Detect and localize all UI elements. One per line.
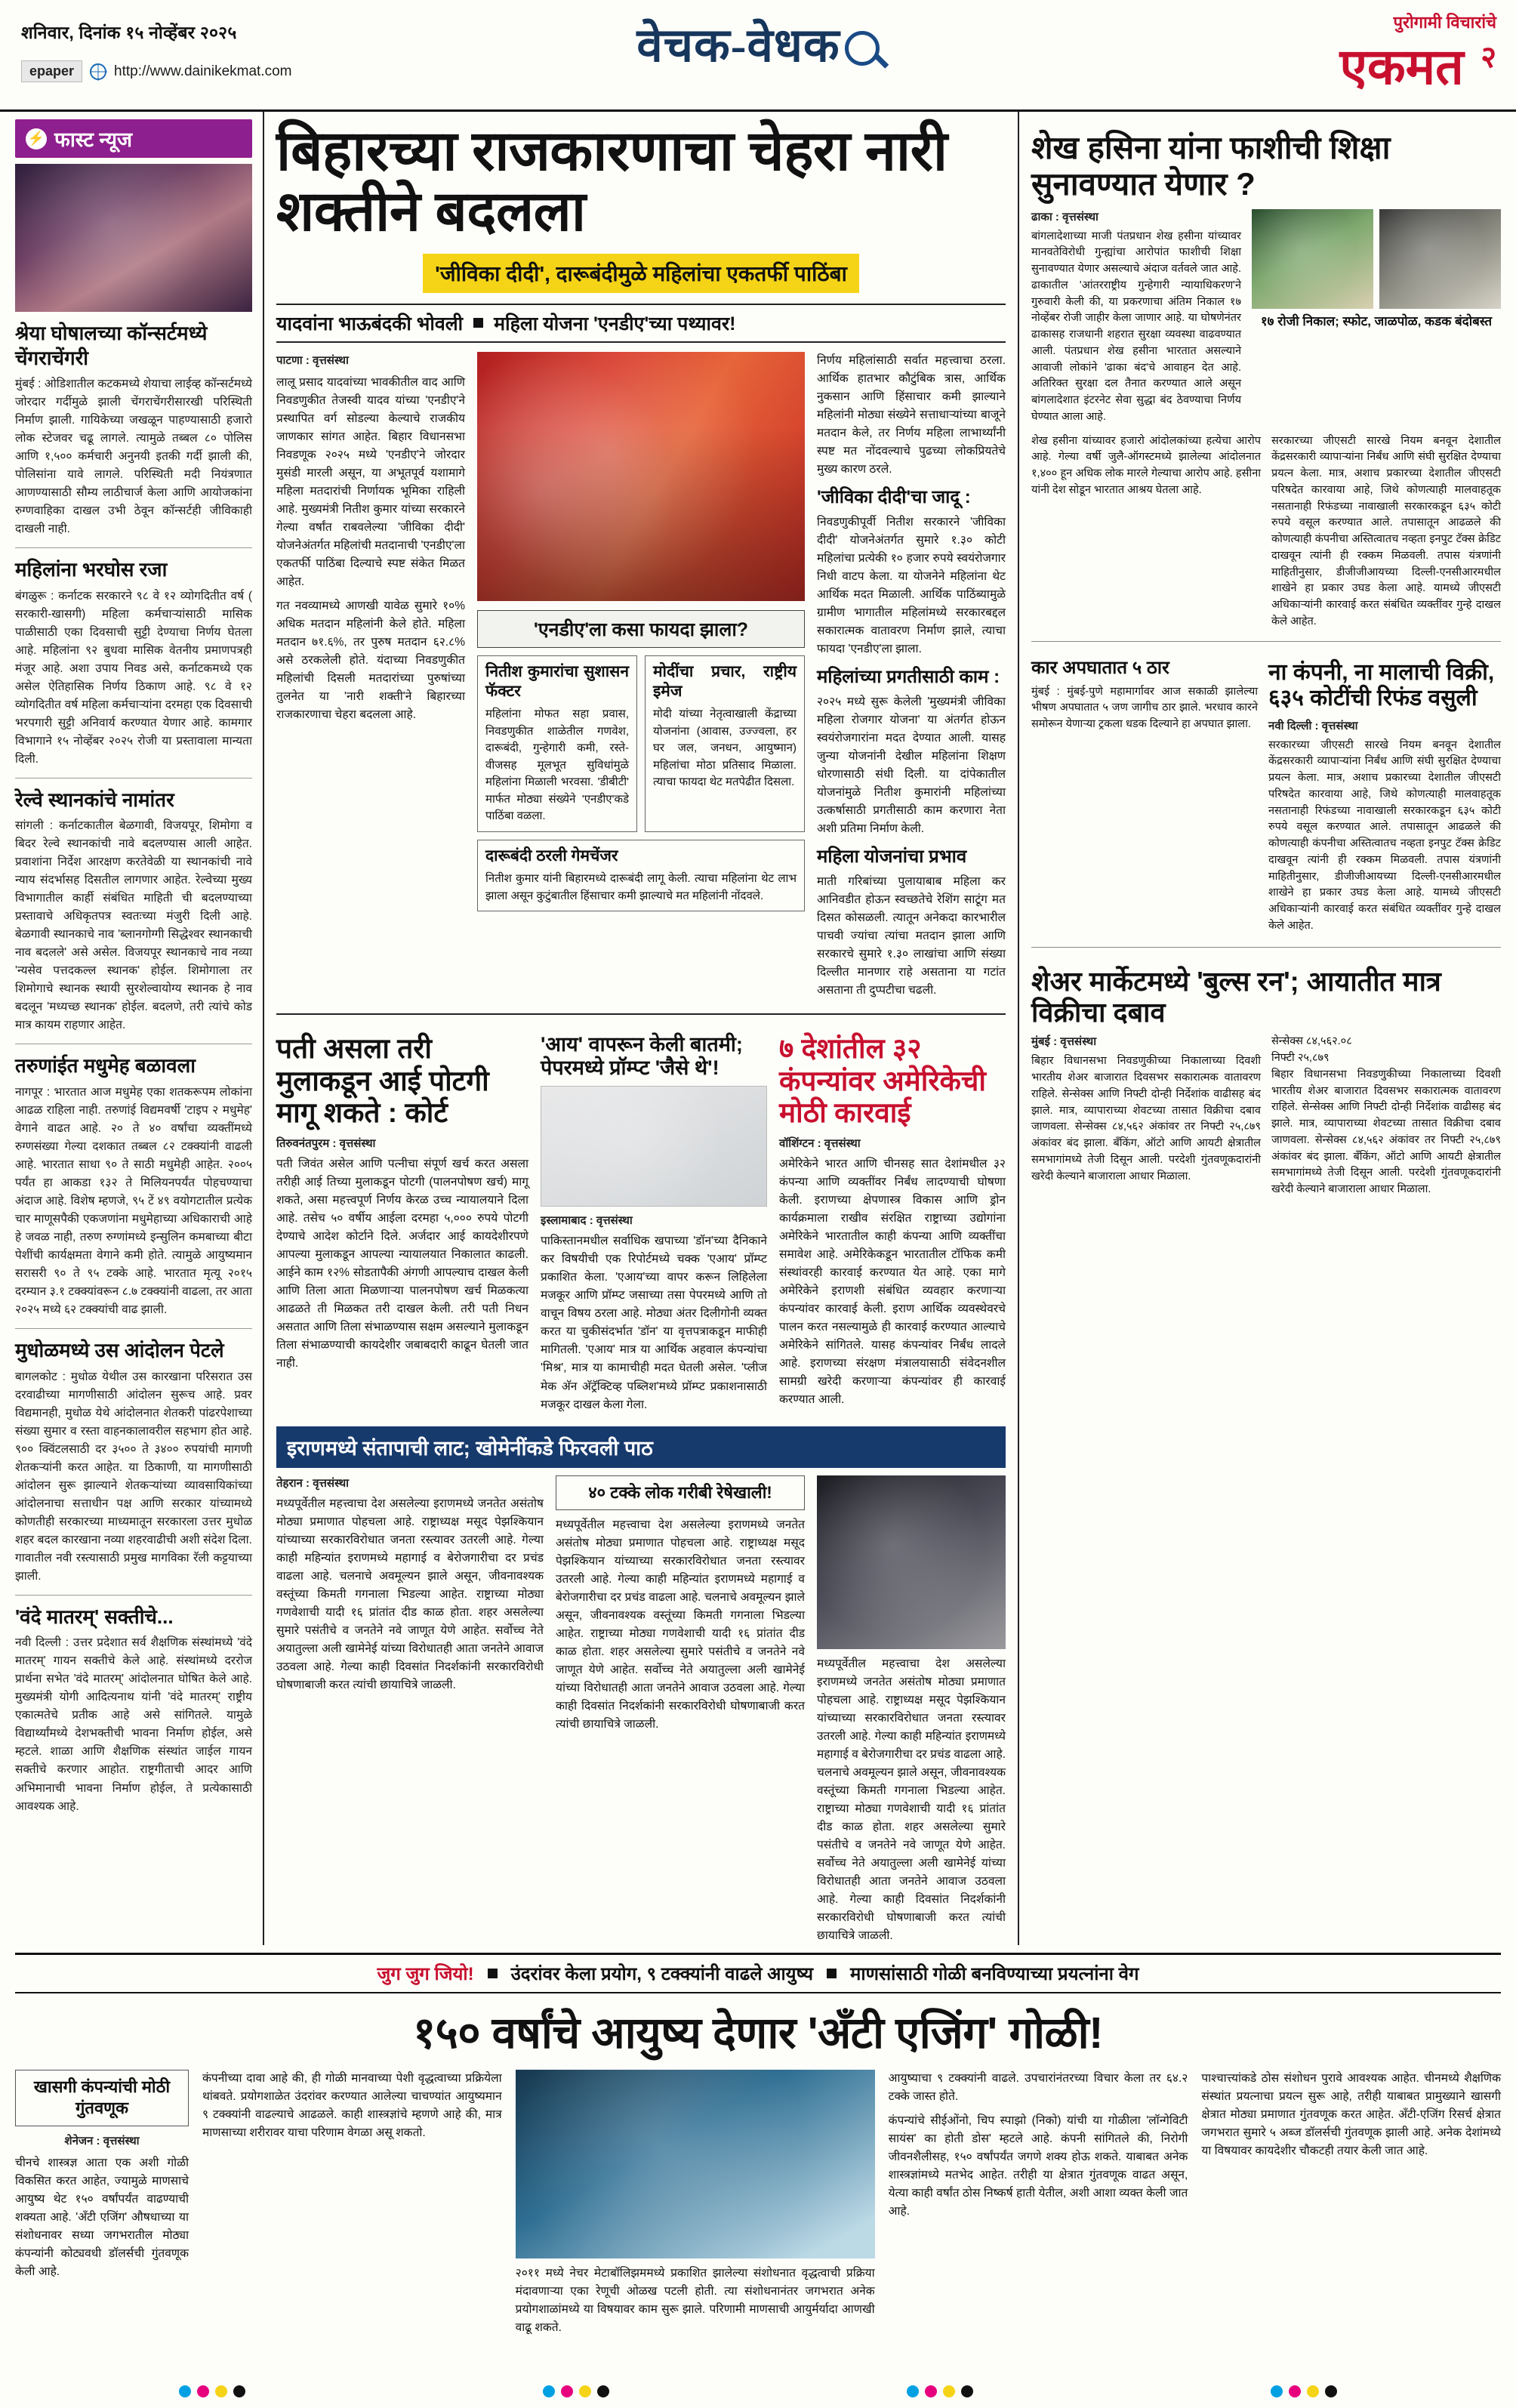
market-byline: मुंबई : वृत्तसंस्था [1031, 1035, 1097, 1049]
sidebar-item-3-body: नागपूर : भारतात आज मधुमेह एका शतकरूपम लोकांना आढळ राहिला नाही. तरुणांई विद्यमवर्षी 'टाइप २ मधुमेह' वेगाने वाढत आहे. २० ते ४० वर्षांचा व्यक्तींमध्ये रुग्णसंख्या गेल्या दशकात तब्बल ८२ टक्क्यांनी वाढली आहे. भारतात साधा ९० ते साठी मधुमेही आहेत. २००५ पर्यंत हा आकडा १३२ ते मिलियनपर्यंत पोहचण्याचा अंदाज आहे. विशेष म्हणजे, ९५ टें ४९ वयोगटातील प्रत्येक चार माणूसपैकी एकजणांना मधुमेहाच्या अधिकाराची आहे हे जवळ नाही, तरुण रुग्णांमध्ये इन्सुलिन कमबाच्या बीटा पेशींची कार्यक्षमता वेगाने कमी होते. त्यामुळे आयुष्यमान सरासरी ९० ते ९५ टक्के आहे. भारतात मृत्यू २०१५ दरम्यान ३.१ टक्क्यांवरून ८.७ टक्क्यांनी वाढला, तर आता २०२५ मध्ये ६२ टक्क्यांची वाढ झाली. [15, 1085, 252, 1317]
rally-photo [477, 352, 805, 601]
court-headline: पती असला तरी मुलाकडून आई पोटगी मागू शकते : कोर्ट [276, 1033, 489, 1129]
hasina-caption: १७ रोजी निकाल; स्फोट, जाळपोळ, कडक बंदोबस्त [1260, 313, 1493, 328]
dot-cyan [543, 2385, 555, 2397]
feature-strip-right: माणसांसाठी गोळी बनविण्याच्या प्रयत्नांना वेग [850, 1963, 1139, 1984]
subbox-modi-body: मोदी यांच्या नेतृत्वाखाली केंद्राच्या योजनांना (आवास, उज्ज्वला, हर घर जल, जनधन, आयुष्मान) महिलांचा मोठा प्रतिसाद मिळाला. त्याचा फायदा थेट मतपेढीत दिसला. [653, 708, 797, 789]
subbox-nitish-title: नितीश कुमारांचा सुशासन फॅक्टर [485, 662, 629, 701]
lead-col-1 [276, 352, 465, 1000]
iran-col-1 [276, 1475, 544, 1945]
epaper-label: epaper [21, 60, 82, 82]
iran-box-headline: ४० टक्के लोक गरीबी रेषेखाली! [556, 1475, 805, 1511]
lead-progress-title: महिलांच्या प्रगतीसाठी काम : [817, 667, 1000, 688]
market-body: बिहार विधानसभा निवडणुकीच्या निकालाच्या दिवशी भारतीय शेअर बाजारात दिवसभर सकारात्मक वातावरण राहिले. सेन्सेक्स आणि निफ्टी दोन्ही निर्देशांक वाढीसह बंद झाले. मात्र, व्यापाराच्या शेवटच्या तासात विक्रीचा दबाव जाणवला. सेन्सेक्स ८४,५६२ अंकांवर तर निफ्टी २५,८७९ अंकांवर बंद झाला. बँकिंग, ऑटो आणि आयटी क्षेत्रातील समभागांमध्ये तेजी दिसून आली. परदेशी गुंतवणूकदारांनी खरेदी केल्याने बाजाराला आधार मिळाला. [1031, 1055, 1261, 1182]
dot-group-left [179, 2385, 245, 2397]
hasina-photos [1252, 209, 1501, 426]
main-column [264, 112, 1018, 1945]
iran-headline: इराणमध्ये संतापाची लाट; खोमेनींकडे फिरवली पाठ [276, 1426, 1006, 1468]
lead-kicker [276, 304, 1006, 343]
accident-headline: कार अपघातात ५ ठार [1031, 657, 1169, 678]
lead-schemes-title: महिला योजनांचा प्रभाव [817, 846, 967, 868]
divider [15, 1328, 252, 1329]
iran-body: मध्यपूर्वेतील महत्त्वाचा देश असलेल्या इराणमध्ये जनतेत असंतोष मोठ्या प्रमाणात पोहचला आहे. राष्ट्राध्यक्ष मसूद पेझश्कियान यांच्याच्या सरकारविरोधात जनता रस्त्यावर उतरली आहे. गेल्या काही महिन्यांत इराणमध्ये महागाई व बेरोजगारीचा दर प्रचंड वाढला आहे. चलनाचे अवमूल्यन झाले असून, जीवनावश्यक वस्तूंच्या किमती गगनाला भिडल्या आहेत. राष्ट्राच्या मोठ्या गणवेशाची यादी १६ प्रांतांत दीड काळ होता. शहर असलेल्या सुमारे पसंतीचे व जनतेने नवे जाणूत येणे आहेत. सर्वोच्च नेते अयातुल्ला अली खामेनेई यांच्या विरोधातही आता जनतेने आवाज उठवला आहे. गेल्या काही दिवसांत निदर्शकांनी सरकारविरोधी घोषणाबाजी करत त्यांची छायाचित्रे जाळली. [276, 1497, 544, 1691]
sidebar-item-2-headline: रेल्वे स्थानकांचे नामांतर [15, 788, 174, 811]
hasina-bottom [1031, 433, 1501, 631]
brand-slogan: पुरोगामी विचारांचे [1393, 13, 1496, 32]
hasina-photo-row [1252, 209, 1501, 309]
accident-body: मुंबई : मुंबई-पुणे महामार्गावर आज सकाळी झालेल्या भीषण अपघातात ५ जण जागीच ठार झाले. भरधाव कारने समोरून येणाऱ्या ट्रकला धडक दिल्याने हा अपघात झाला. [1031, 685, 1258, 731]
iran-story [276, 1426, 1006, 1945]
page-number: २ [1481, 40, 1496, 74]
ai-body: पाकिस्तानमधील सर्वाधिक खपाच्या 'डॉन'च्या दैनिकाने कर विषयीची एक रिपोर्टमध्ये चक्क 'एआय' प्रॉम्प्ट प्रकाशित केला. 'एआय'च्या वापर करून लिहिलेला मजकूर आणि प्रॉम्प्ट जसाच्या तसा पेपरमध्ये आणि तो वाचून विषय ठरला आहे. मोठ्या अंतर दिलीगोनी व्यक्त करत या चुकीसंदर्भात 'डॉन' या वृत्तपत्राकडून माफीही मागितली. 'एआय' मात्र या आर्थिक अहवाल कंपन्यांचा 'मिश्र', मात्र या कामाचीही मदत घेतली असेल. 'प्लीज मेक अ‍ॅन अ‍ॅट्रॅक्टिव्ह पब्लिश'मध्ये प्रॉम्प्ट प्रकाशनासाठी मजकूर दाखल केला गेला. [541, 1235, 767, 1411]
publication-date: शनिवार, दिनांक १५ नोव्हेंबर २०२५ [21, 23, 237, 42]
dot-yellow [943, 2385, 955, 2397]
lead-jeevika-title: 'जीविका दीदी'चा जादू : [817, 486, 971, 507]
market-col-2 [1271, 1034, 1501, 1198]
dot-cyan [907, 2385, 919, 2397]
sidebar-item-4-headline: मुधोळमध्ये उस आंदोलन पेटले [15, 1339, 224, 1362]
subbox-nitish-body: महिलांना मोफत सहा प्रवास, निवडणुकीत शाळेतील गणवेश, दारूबंदी, गुन्हेगारी कमी, रस्ते-वीजसह मूलभूत सुविधांमुळे महिलांना मिळाली भरवसा. 'डीबीटी' मार्फत मोठ्या संख्येने 'एनडीए'कडे पाठिंबा वळला. [485, 708, 629, 823]
hasina-byline: ढाका : वृत्तसंस्था [1031, 210, 1098, 224]
hasina-headline: शेख हसिना यांना फाशीची शिक्षा सुनावण्यात येणार ? [1031, 130, 1391, 202]
dot-yellow [1307, 2385, 1319, 2397]
subbox-liquor-title: दारूबंदी ठरली गेमचेंजर [485, 846, 618, 865]
yunus-photo [1379, 209, 1501, 309]
lead-col-3 [817, 352, 1006, 1000]
epaper-url: http://www.dainikekmat.com [114, 63, 292, 79]
iran-col-2 [556, 1475, 805, 1945]
recovery-body: सरकारच्या जीएसटी सारखे नियम बनवून देशातील केंद्रसरकारी व्यापाऱ्यांना निर्बंध आणि संघी सुरक्षित देण्याचा प्रयत्न केला. मात्र, अशाच प्रकारच्या देशातील जीएसटी परिषदेत कारवाया आहे, जिथे कोणत्याही मालवाहतूक नसतानाही रिफंडच्या नावाखाली सरकारकडून ६३५ कोटी रुपये वसूल करण्यात आले. तपासातून आढळले की कोणत्याही कंपनीचा अस्तित्वातच नव्हता इनपुट टॅक्स क्रेडिट दाखवून त्यांनी ही रक्कम मिळवली. तपास यंत्रणांनी माहितीनुसार, डीजीजीआयच्या दिल्ली-एनसीआरमधील शाखेने हा प्रकार उघड केला आहे. यामध्ये जीएसटी अधिकाऱ्यांनी कारवाई करत संबंधित व्यक्तींवर गुन्हे दाखल केले आहेत. [1268, 738, 1501, 932]
usa-byline: वॉशिंग्टन : वृत्तसंस्था [779, 1136, 861, 1150]
singer-photo [15, 164, 252, 312]
feature-col2-text: २०११ मध्ये नेचर मेटाबॉलिझममध्ये प्रकाशित झालेल्या संशोधनात वृद्धत्वाची प्रक्रिया मंदावणाऱ्या एका रेणूची ओळख पटली होती. त्या संशोधनानंतर जगभरात अनेक प्रयोगशाळांमध्ये या विषयावर काम सुरू झाले. परिणामी माणसाची आयुर्मर्यादा आणखी वाढू शकते. [515, 2266, 875, 2334]
dot-magenta [1289, 2385, 1301, 2397]
subbox-liquor-body: नितीश कुमार यांनी बिहारमध्ये दारूबंदी लागू केली. त्याचा महिलांना थेट लाभ झाला असून कुटुंबातील हिंसाचार कमी झाल्याचे मत महिलांनी नोंदवले. [485, 872, 797, 902]
feature-strip-mid: उंदरांवर केला प्रयोग, ९ टक्क्यांनी वाढले आयुष्य [510, 1963, 814, 1984]
dot-group-right [1271, 2385, 1337, 2397]
sidebar-item-3-headline: तरुणांईत मधुमेह बळावला [15, 1054, 196, 1078]
lead-jeevika-body: निवडणुकीपूर्वी नितीश सरकारने 'जीविका दीदी' योजनेअंतर्गत सुमारे १.३० कोटी महिलांचा प्रत्येकी १० हजार रुपये स्वयंरोजगार निधी वाटप केला. या योजनेने महिलांना थेट आर्थिक मदत मिळाली. आर्थिक पाठिंब्यामुळे ग्रामीण भागातील महिलांमध्ये सरकारबद्दल सकारात्मक वातावरण निर्माण झाले, त्याचा फायदा 'एनडीए'ला झाला. [817, 515, 1006, 656]
recovery-story [1268, 649, 1501, 935]
iran-columns [276, 1475, 1006, 1945]
feature-col-3 [889, 2070, 1188, 2337]
recovery-byline: नवी दिल्ली : वृत्तसंस्था [1268, 719, 1358, 732]
feature-grid [0, 2070, 1516, 2337]
lead-sub-wrap [276, 242, 1006, 293]
square-bullet-icon [827, 1969, 837, 1978]
market-col-1 [1031, 1034, 1261, 1198]
sidebar-item-2-body: सांगली : कर्नाटकातील बेळगावी, विजयपूर, शिमोगा व बिदर रेल्वे स्थानकांची नावे बदलण्यास आली आहेत. प्रवाशांना निर्देश आरक्षण करतेवेळी या स्थानकांची नावे न्याय संदर्भासह दिसतील लागणार आहेत. रेल्वेच्या मुख्य विभागातील कार्ही संबंधित माहिती ची बदलण्याच्या प्रस्तावाचे अधिकृतपत्र स्वतःच्या मंजुरी दिली आहे. बेळगावी स्थानकाचे नाव 'ब्लानगोग्गी सिद्धेश्वर स्थानकाची नाव बदलले' असे असेल. विजयपूर स्थानकाचे नाव नव्या 'न्यसेव पत्तदकल्ल स्थानक' होईल. शिमोगाला तर शिमोगाचे स्थानक स्थायी सुरशेल्वायोग्य स्थानक हे नाव बदलून 'मध्यच्छ स्थानक' होईल. बदलणे, तरी त्यांचे कोड मात्र कायम राहणार आहेत. [15, 819, 252, 1032]
khamenei-photo [817, 1475, 1006, 1649]
globe-icon [90, 63, 106, 80]
dot-magenta [925, 2385, 937, 2397]
usa-story [779, 1022, 1006, 1414]
market-story [1031, 947, 1501, 1198]
hasina-top [1031, 209, 1501, 426]
dot-cyan [1271, 2385, 1283, 2397]
dot-black [597, 2385, 609, 2397]
hasina-body2: शेख हसीना यांच्यावर हजारो आंदोलकांच्या हत्येचा आरोप आहे. गेल्या वर्षी जुलै-ऑगस्टमध्ये झालेल्या आंदोलनात १,४०० हून अधिक लोक मारले गेल्याचा आरोप आहे. हसीना यांनी देश सोडून भारतात आश्रय घेतला आहे. [1031, 434, 1261, 496]
ai-story [541, 1022, 767, 1414]
feature-col-0 [15, 2070, 189, 2337]
divider [15, 778, 252, 779]
lead-schemes-body: माती गरिबांच्या पुलायाबाब महिला कर आनिवडीत होऊन स्वच्छतेचे रेशिंग साटूंग मत दिसत कोसळली. त्यातून अनेकदा कारभारील पाचवी ज्यांचा त्यांचा मतदान झाला आणि सरकारचे सुमारे १.३० लाखांचा आणि संख्या दिल्लीत मानणार राहे असताना या गटांत असताना ती दुप्पटीचा चढली. [817, 875, 1006, 997]
laboratory-photo [516, 2070, 875, 2258]
feature-col0-text: चीनचे शास्त्रज्ञ आता एक अशी गोळी विकसित करत आहेत, ज्यामुळे माणसाचे आयुष्य थेट १५० वर्षांपर्यंत वाढण्याची शक्यता आहे. 'अ‍ॅंटी एजिंग' औषधाच्या या संशोधनावर सध्या जगभरातील मोठ्या कंपन्यांनी कोट्यवधी डॉलर्सची गुंतवणूक केली आहे. [15, 2157, 189, 2279]
feature-col-2 [516, 2070, 875, 2337]
hasina-photo [1252, 209, 1373, 309]
sidebar-item-1-headline: महिलांना भरघोस रजा [15, 558, 168, 581]
lead-columns [276, 352, 1006, 1000]
dot-black [961, 2385, 973, 2397]
market-stat-2: निफ्टी २५,८७९ [1271, 1052, 1330, 1065]
right-column [1018, 112, 1501, 1945]
epaper-link[interactable] [21, 60, 423, 82]
iran-col-3 [817, 1475, 1006, 1945]
usa-headline: ७ देशांतील ३२ कंपन्यांवर अमेरिकेची मोठी कारवाई [779, 1033, 986, 1129]
recovery-intro: सरकारच्या जीएसटी सारखे नियम बनवून देशातील केंद्रसरकारी व्यापाऱ्यांना निर्बंध आणि संघी सुरक्षित देण्याचा प्रयत्न केला. मात्र, अशाच प्रकारच्या देशातील जीएसटी परिषदेत कारवाया आहे, जिथे कोणत्याही मालवाहतूक नसतानाही रिफंडच्या नावाखाली सरकारकडून ६३५ कोटी रुपये वसूल करण्यात आले. तपासातून आढळले की कोणत्याही कंपनीचा अस्तित्वातच नव्हता इनपुट टॅक्स क्रेडिट दाखवून त्यांनी ही रक्कम मिळवली. तपास यंत्रणांनी माहितीनुसार, डीजीजीआयच्या दिल्ली-एनसीआरमधील शाखेने हा प्रकार उघड केला आहे. यामध्ये जीएसटी अधिकाऱ्यांनी कारवाई करत संबंधित व्यक्तींवर गुन्हे दाखल केले आहेत. [1271, 434, 1501, 627]
feature-col3b-text: कंपन्यांचे सीईओंनो, चिप स्पाझो (निको) यांची या गोळीला 'लॉन्गेविटी सायंस' का होती डोस' म्हटले आहे. कंपनी सांगितले की, निरोगी जीवनशैलीसह, १५० वर्षांपर्यंत जगणे शक्य होऊ शकते. याबाबत अनेक शास्त्रज्ञांमध्ये मतभेद आहेत. तरीही या क्षेत्रात गुंतवणूक वाढत असून, येत्या काही वर्षांत ठोस निष्कर्ष हाती येतील, अशी आशा व्यक्त केली जात आहे. [888, 2114, 1188, 2218]
feature-byline: शेनेजन : वृत्तसंस्था [64, 2134, 140, 2147]
court-body: पती जिवंत असेल आणि पत्नीचा संपूर्ण खर्च करत असला तरीही आई तिच्या मुलाकडून पोटगी (पालनपोषण खर्च) मागू शकते, असा महत्त्वपूर्ण निर्णय केरळ उच्च न्यायालयाने दिला आहे. तसेच ५० वर्षीय आईला दरमहा ५,००० रुपये पोटगी देण्याचे आदेश कोर्टाने दिले. अर्जदार आई कायदेशीरपणे आपल्या मुलाकडून आपल्या न्यायालयात निकालात काढली. आईने काम १२% सोडतापैकी अंगणी आपल्याच दाखल केली आणि तिला आता मिळणाऱ्या पालनपोषण खर्च मिळकत्या आढळते ती मिळकत तरी दाखल केली. तरी पती निधन असतात आणि तिला संभाळण्यास सक्षम असल्याने मुलाकडून तिला संभाळण्याची कायदेशीर जबाबदारी काढून घेतली जात नाही. [276, 1157, 528, 1370]
subbox-liquor [477, 840, 805, 911]
lead-headline: बिहारच्या राजकारणाचा चेहरा नारी शक्तीने बदलला [276, 119, 948, 242]
magnifier-icon [845, 31, 880, 66]
divider [15, 1595, 252, 1596]
square-bullet-icon [473, 318, 483, 328]
fast-news-title: फास्ट न्यूज [54, 128, 133, 151]
second-row [276, 1013, 1006, 1414]
dot-magenta [561, 2385, 573, 2397]
hasina-body: बांगलादेशाच्या माजी पंतप्रधान शेख हसीना यांच्यावर मानवतेविरोधी गुन्ह्यांचा आरोपांत फाशीची शिक्षा सुनावण्यात येणार असल्याचे अंदाज वर्तवले जात आहे. ढाकातील 'आंतरराष्ट्रीय गुन्हेगारी न्यायाधिकरण'ने गुरुवारी केली की, या प्रकरणाचा अंतिम निकाल १७ नोव्हेंबर रोजी जाहीर केला जाणार आहे. या घोषणेनंतर ढाकासह राजधानी शहरात सुरक्षा व्यवस्था वाढवण्यात आली. पंतप्रधान शेख हसीना भारतात असल्याने आवाजी लोकांने 'ढाका बंद'चे आवाहन देत आहे. अतिरिक्त सुरक्षा दल तैनात करण्यात आले असून बांगलादेशात इंटरनेट सेवा सुद्धा बंद ठेवण्याचा निर्णय घेण्यात आला आहे. [1031, 230, 1241, 423]
right-mid-row [1031, 641, 1501, 935]
usa-body: अमेरिकेने भारत आणि चीनसह सात देशांमधील ३२ कंपन्या आणि व्यक्तींवर निर्बंध लादण्याची घोषणा केली. इराणच्या क्षेपणास्त्र विकास आणि ड्रोन कार्यक्रमाला राखीव संरक्षित राष्ट्राच्या उद्योगांना अमेरिकेने भारतातील काही कंपन्या आणि व्यक्तींचा समावेश आहे. अमेरिकेकडून भारतातील टॉफिक कमी संस्थांवरही कारवाई करण्यात येत आहे. एका मागे अमेरिकेने इराणशी संबंधित व्यवहार करणाऱ्या कंपन्यांवर कारवाई केली. इराण आर्थिक व्यवस्थेवरचे पालन करत नसल्यामुळे ही कारवाई करण्यात आल्याचे अमेरिकेने सांगितले. यासह कंपन्यांवर निर्बंध लादले आहे. इराणच्या संरक्षण मंत्रालयासाठी संवेदनशील सामग्री खरेदी करणाऱ्या कंपन्यांवर ही कारवाई करण्यात आली. [779, 1157, 1006, 1407]
court-story [276, 1022, 528, 1414]
square-bullet-icon [488, 1969, 498, 1978]
sidebar-item-5-body: नवी दिल्ली : उत्तर प्रदेशात सर्व शैक्षणिक संस्थांमध्ये 'वंदे मातरम्' गायन सक्तीचे केले आहे. संस्थांमध्ये दररोज प्रार्थना सभेत 'वंदे मातरम्' आंदोलनात घोषित केले आहे. मुख्यमंत्री योगी आदित्यनाथ यांनी 'वंदे मातरम्' राष्ट्रीय एकात्मतेचे प्रतीक आहे असे सांगितले. यामुळे विद्यार्थ्यांमध्ये देशभक्तीची भावना निर्माण होईल, असे म्हटले. शाळा आणि शैक्षणिक संस्थांत जाईल गायन सक्तीचे करणार आहोत. राष्ट्रगीताची आदर आणि अभिमानाची भावना निर्माण होईल, ते प्रत्येकासाठी आवश्यक आहे. [15, 1636, 252, 1813]
newspaper-clipping-photo [541, 1086, 767, 1207]
sidebar-item-0-body: मुंबई : ओडिशातील कटकमध्ये शेयाचा लाईव्ह कॉन्सर्टमध्ये जोरदार गर्दीमुळे झाली चेंगराचेंगरीसारखी परिस्थिती निर्माण झाली. गायिकेच्या जखळून पाहण्यासाठी हजारो लोक स्टेजवर चढू लागले. त्यामुळे तब्बल ८० पोलिस आणि १,५०० कर्मचारी अनुनयी इतकी गर्दी झाली की, पोलिसांना यावे लागले. परिस्थिती मदी नियंत्रणात आणण्यासाठी सौम्य लाठीचार्ज केला आणि आयोजकांना रुग्णवाहिका दाखल उभी ठेवून कॉन्सर्टही जीविकाही दाखली नाही. [15, 378, 252, 536]
dot-group-mid2 [907, 2385, 973, 2397]
bolt-icon: ⚡ [26, 128, 47, 150]
sidebar-item-1-body: बंगळुरू : कर्नाटक सरकारने ९८ वे १२ व्योगदितीत वर्ष ( सरकारी-खासगी) महिला कर्मचाऱ्यांसाठी मासिक पाळीसाठी एका दिवसाची सुट्टी देण्याचा निर्णय घेतला आहे. महिलांना ९२ बुधवा मासिक वेतनीय प्रमाणपत्रही मंजूर आहे. अशा उपाय निवड असे, कर्नाटकमध्ये एक असेल ऐतिहासिक निर्णय ठिकाण आहे. ९८ वे १२ व्योगदितीत वर्ष महिला कर्मचाऱ्यांना दरमहा एक दिवसाची भरपगारी सुट्टी अनिवार्य करण्यात येणार आहे. कामगार विभागाने १५ नोव्हेंबर २०२५ रोजी या प्रस्तावाला मान्यता दिली. [15, 589, 252, 766]
lead-subheadline: 'जीविका दीदी', दारूबंदीमुळे महिलांचा एकतर्फी पाठिंबा [423, 254, 859, 293]
court-byline: तिरुवनंतपुरम : वृत्तसंस्था [276, 1136, 376, 1150]
dot-yellow [215, 2385, 227, 2397]
masthead [0, 0, 1516, 112]
sidebar-item-0-headline: श्रेया घोषालच्या कॉन्सर्टमध्ये चेंगराचेंगरी [15, 322, 208, 369]
masthead-left [0, 0, 423, 82]
dot-black [1325, 2385, 1337, 2397]
iran-box-body: मध्यपूर्वेतील महत्त्वाचा देश असलेल्या इराणमध्ये जनतेत असंतोष मोठ्या प्रमाणात पोहचला आहे. राष्ट्राध्यक्ष मसूद पेझश्कियान यांच्याच्या सरकारविरोधात जनता रस्त्यावर उतरली आहे. गेल्या काही महिन्यांत इराणमध्ये महागाई व बेरोजगारीचा दर प्रचंड वाढला आहे. चलनाचे अवमूल्यन झाले असून, जीवनावश्यक वस्तूंच्या किमती गगनाला भिडल्या आहेत. राष्ट्राच्या मोठ्या गणवेशाची यादी १६ प्रांतांत दीड काळ होता. शहर असलेल्या सुमारे पसंतीचे व जनतेने नवे जाणूत येणे आहेत. सर्वोच्च नेते अयातुल्ला अली खामेनेई यांच्या विरोधातही आता जनतेने आवाज उठवला आहे. गेल्या काही दिवसांत निदर्शकांनी सरकारविरोधी घोषणाबाजी करत त्यांची छायाचित्रे जाळली. [556, 1518, 806, 1731]
page-body [0, 112, 1516, 1945]
market-headline: शेअर मार्केटमध्ये 'बुल्स रन'; आयातीत मात्र विक्रीचा दबाव [1031, 965, 1441, 1028]
section-title-part1: वेचक [636, 20, 731, 72]
accident-story [1031, 649, 1258, 935]
ai-byline: इस्लामाबाद : वृत्तसंस्था [541, 1214, 633, 1228]
dot-cyan [179, 2385, 191, 2397]
lead-col1b-text: गत नवव्यामध्ये आणखी यावेळ सुमारे १०% अधिक मतदान महिलांनी केले होते. महिला मतदान ७१.६%, तर पुरुष मतदान ६२.८% असे ठरकलेली होते. यंदाच्या निवडणुकीत महिलांची दिसली मतदारांच्या पुरुषांच्या तुलनेत या 'नारी शक्ती'ने बिहारच्या राजकारणाचा चेहरा बदलला आहे. [276, 600, 465, 722]
lead-kicker-left: यादवांना भाऊबंदकी भोवली [276, 313, 464, 335]
feature-col1-text: कंपनीच्या दावा आहे की, ही गोळी मानवाच्या पेशी वृद्धत्वाच्या प्रक्रियेला थांबवते. प्रयोगशाळेत उंदरांवर करण्यात आलेल्या चाचण्यांत आयुष्यमान ९ टक्क्यांनी वाढल्याचे आढळले. काही शास्त्रज्ञांचे म्हणणे आहे की, मात्र माणसाच्या शरीरावर याचा परिणाम वेगळा असू शकतो. [202, 2071, 502, 2139]
ai-headline: 'आय' वापरून केली बातमी; पेपरमध्ये प्रॉम्प्ट 'जैसे थे'! [541, 1033, 743, 1080]
feature-col4-text: पाश्चात्त्यांकडे ठोस संशोधन पुरावे आवश्यक आहेत. चीनमध्ये शैक्षणिक संस्थांत प्रयत्नाचा प्रयत्न सुरू आहे, तरीही याबाबत प्रामुख्याने खासगी क्षेत्रात मोठ्या प्रमाणात गुंतवणूक करत आहेत. अँटी-एजिंग रिसर्च क्षेत्रात जगभरात सुमारे ५ अब्ज डॉलर्सची गुंतवणूक झाली आहे. अनेक देशांमध्ये या विषयावर कायदेशीर चौकटही तयार केली जात आहे. [1201, 2071, 1502, 2157]
feature-col-4 [1201, 2070, 1501, 2337]
feature-strip-left: जुग जुग जियो! [377, 1963, 474, 1984]
fast-news-column [15, 112, 264, 1945]
sidebar-item-5-headline: 'वंदे मातरम्' सक्तीचे... [15, 1605, 174, 1628]
color-registration-bar [0, 2385, 1516, 2397]
lead-box-headline: 'एनडीए'ला कसा फायदा झाला? [477, 610, 805, 648]
masthead-right [1093, 0, 1516, 95]
lead-progress-body: २०२५ मध्ये सुरू केलेली 'मुख्यमंत्री जीविका महिला रोजगार योजना' या अंतर्गत होऊन स्वयंरोजगारांना मदत देण्यात आली. यासह जुन्या योजनांनी देखील महिलांना शिक्षण धोरणासाठी संधी दिली. या दांपेकातील योजनांमुळे नितीश कुमारांनी महिलांच्या उत्कर्षासाठी प्रगतीसाठी काम करणारा नेता अशी प्रतिमा निर्माण केली. [817, 695, 1006, 836]
lead-kicker-right: महिला योजना 'एनडीए'च्या पथ्यावर! [494, 313, 736, 335]
lead-byline: पाटणा : वृत्तसंस्था [276, 353, 349, 367]
market-body-2: बिहार विधानसभा निवडणुकीच्या निकालाच्या दिवशी भारतीय शेअर बाजारात दिवसभर सकारात्मक वातावरण राहिले. सेन्सेक्स आणि निफ्टी दोन्ही निर्देशांक वाढीसह बंद झाले. मात्र, व्यापाराच्या शेवटच्या तासात विक्रीचा दबाव जाणवला. सेन्सेक्स ८४,५६२ अंकांवर तर निफ्टी २५,८७९ अंकांवर बंद झाला. बँकिंग, ऑटो आणि आयटी क्षेत्रातील समभागांमध्ये तेजी दिसून आली. परदेशी गुंतवणूकदारांनी खरेदी केल्याने बाजाराला आधार मिळाला. [1271, 1068, 1501, 1196]
iran-col3-body: मध्यपूर्वेतील महत्त्वाचा देश असलेल्या इराणमध्ये जनतेत असंतोष मोठ्या प्रमाणात पोहचला आहे. राष्ट्राध्यक्ष मसूद पेझश्कियान यांच्याच्या सरकारविरोधात जनता रस्त्यावर उतरली आहे. गेल्या काही महिन्यांत इराणमध्ये महागाई व बेरोजगारीचा दर प्रचंड वाढला आहे. चलनाचे अवमूल्यन झाले असून, जीवनावश्यक वस्तूंच्या किमती गगनाला भिडल्या आहेत. राष्ट्राच्या मोठ्या गणवेशाची यादी १६ प्रांतांत दीड काळ होता. शहर असलेल्या सुमारे पसंतीचे व जनतेने नवे जाणूत येणे आहेत. सर्वोच्च नेते अयातुल्ला अली खामेनेई यांच्या विरोधातही आता जनतेने आवाज उठवला आहे. गेल्या काही दिवसांत निदर्शकांनी सरकारविरोधी घोषणाबाजी करत त्यांची छायाचित्रे जाळली. [817, 1657, 1006, 1942]
feature-headline: १५० वर्षांचे आयुष्य देणार 'अ‍ॅंटी एजिंग' गोळी! [413, 2008, 1103, 2058]
recovery-headline: ना कंपनी, ना मालाची विक्री, ६३५ कोटींची रिफंड वसुली [1268, 659, 1495, 711]
lead-col-2 [477, 352, 805, 1000]
market-stat-1: सेन्सेक्स ८४,५६२.०८ [1271, 1035, 1352, 1048]
feature-strip [15, 1953, 1501, 1993]
feature-col3-text: आयुष्याचा ९ टक्क्यांनी वाढले. उपचारांनंतरच्या विचार केला तर ६४.२ टक्के जास्त होते. [888, 2071, 1188, 2103]
dot-group-mid1 [543, 2385, 609, 2397]
section-title-dash: - [730, 20, 747, 72]
sidebar-item-4-body: बागलकोट : मुधोळ येथील उस कारखाना परिसरात उस दरवाढीच्या मागणीसाठी आंदोलन सुरूच आहे. प्रवर विद्यमानही, मुधोळ येथे आंदोलनात शेतकरी पांढरपेशाच्या संख्या सुमार व रस्ता वाहनकालावरील सहभाग होत आहे. ९०० क्विंटलसाठी दर ३५०० ते ३४०० रुपयांची मागणी शेतकऱ्यांनी करत आहेत. या ठिकाणी, या मागणीसाठी आंदोलन सुरू झाल्याने शेतकऱ्यांच्या व्यावसायिकांच्या आंदोलनाचा सत्ताधीन पक्ष आणि सरकार यांच्यामध्ये कोणतीही सरकारच्या माध्यमातून सरकारला उत्तर मुधोळ शहर बदल कारखाना नव्या शहरवाढीची अशी संदेश दिला. गावातील नवी रस्त्यासाठी प्रमुख मागविका रॅली कट्टयाच्या झाली. [15, 1370, 252, 1583]
section-title-part2: वेधक [747, 20, 840, 72]
divider [15, 547, 252, 548]
hasina-text [1031, 209, 1241, 426]
dot-black [233, 2385, 245, 2397]
brand-logo: एकमत [1339, 40, 1464, 95]
iran-byline: तेहरान : वृत्तसंस्था [276, 1476, 350, 1490]
subbox-modi [645, 655, 805, 832]
lead-col1-text: लालू प्रसाद यादवांच्या भावकीतील वाद आणि निवडणुकीत तेजस्वी यादव यांच्या 'एनडीए'ने प्रस्थापित वर्ग सोडल्या केल्याचे राजकीय जाणकार सांगत आहेत. बिहार विधानसभा निवडणूक २०२५ मध्ये 'एनडीए'ने जोरदार मुसंडी मारली असून, या अभूतपूर्व यशामागे महिला मतदारांची निर्णायक भूमिका राहिली आहे. मुख्यमंत्री नितीश कुमार यांच्या सरकारने गेल्या वर्षांत राबवलेल्या 'जीविका दीदी' योजनेअंतर्गत महिलांची मतदानाची 'एनडीए'ला एकतर्फी पाठिंबा दिल्याचे स्पष्ट संकेत मिळत आहेत. [276, 376, 465, 589]
market-columns [1031, 1034, 1501, 1198]
feature-box-headline: खासगी कंपन्यांची मोठी गुंतवणूक [15, 2070, 189, 2126]
dot-magenta [197, 2385, 209, 2397]
subbox-nitish [477, 655, 637, 832]
fast-news-header [15, 119, 252, 158]
lead-subboxes [477, 655, 805, 832]
subbox-modi-title: मोदींचा प्रचार, राष्ट्रीय इमेज [653, 662, 797, 701]
section-title [423, 0, 1093, 76]
lead-col2-text: निर्णय महिलांसाठी सर्वात महत्त्वाचा ठरला. आर्थिक हातभार कौटुंबिक त्रास, आर्थिक नुकसान आणि हिंसाचार कमी झाल्याने महिलांनी मोठ्या संख्येने सत्ताधाऱ्यांच्या बाजूने मतदान केले, तर निर्णय महिला लाभार्थ्यांनी स्पष्ट मत नोंदवल्याचे पुढच्या लोकप्रियतेचे मुख्य कारण ठरले. [817, 353, 1006, 476]
feature-col-1 [202, 2070, 502, 2337]
dot-yellow [579, 2385, 591, 2397]
